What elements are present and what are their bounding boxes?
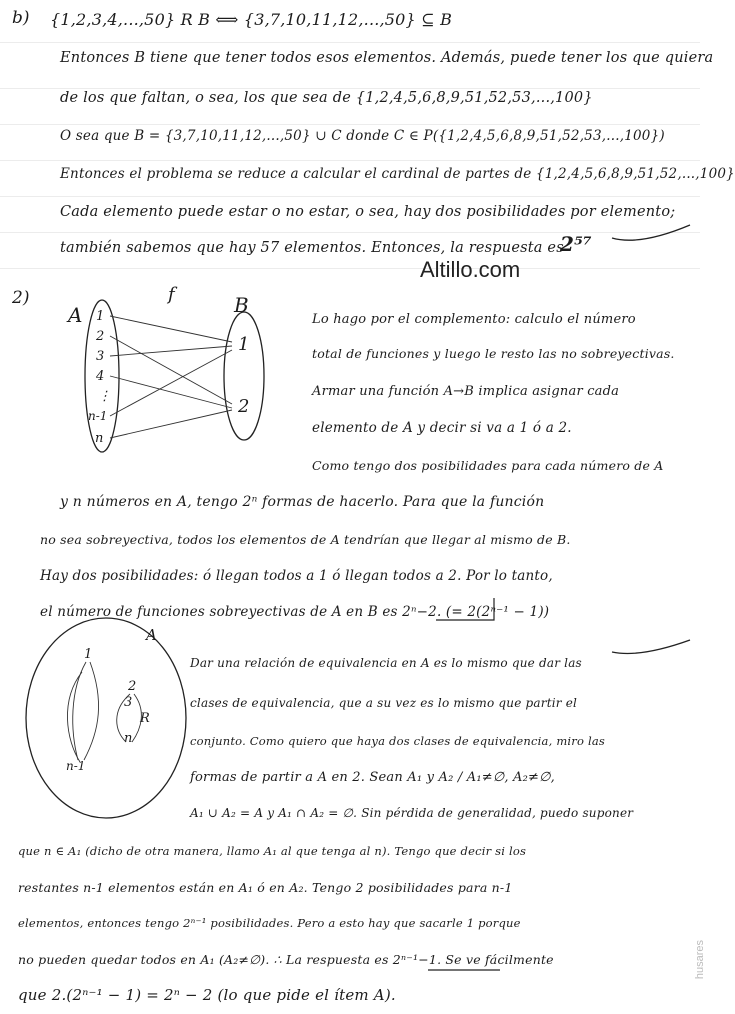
pa-full-line-3: elementos, entonces tengo 2ⁿ⁻¹ posibilidades. Pero a esto hay que sacarle 1 porque <box>18 916 521 930</box>
pa-right-line-5: A₁ ∪ A₂ = A y A₁ ∩ A₂ = ∅. Sin pérdida de generalidad, puedo suponer <box>190 806 634 820</box>
relation-set-label: A <box>146 626 157 644</box>
a-elem-n: n <box>95 431 104 446</box>
relation-loops <box>67 662 141 762</box>
side-watermark: husares <box>694 940 706 980</box>
pa-full-line-1: que n ∈ A₁ (dicho de otra manera, llamo A₁ al que tenga al n). Tengo que decir si los <box>18 844 527 858</box>
p2-full-line-3: Hay dos posibilidades: ó llegan todos a 1 ó llegan todos a 2. Por lo tanto, <box>40 568 553 584</box>
watermark-altillo: Altillo.com <box>420 257 521 282</box>
rel-elem-3: 3 <box>124 695 133 710</box>
pa-full-line-2: restantes n-1 elementos están en A₁ ó en A₂. Tengo 2 posibilidades para n-1 <box>18 880 513 895</box>
part-b-line-4: O sea que B = {3,7,10,11,12,...,50} ∪ C donde C ∈ P({1,2,4,5,6,8,9,51,52,53,...,100}) <box>60 128 665 144</box>
set-b-ellipse <box>224 312 264 440</box>
set-a-circle <box>26 618 186 818</box>
part-b-answer: 2⁵⁷ <box>560 232 593 256</box>
relation-diagram <box>26 618 186 818</box>
part-b-label: b) <box>12 8 30 28</box>
p2-right-line-4: elemento de A y decir si va a 1 ó a 2. <box>312 420 572 436</box>
a-elem-1: 1 <box>96 309 105 324</box>
pa-right-line-2: clases de equivalencia, que a su vez es lo mismo que partir el <box>190 696 578 710</box>
b-elem-1: 1 <box>238 334 250 355</box>
p2-right-line-1: Lo hago por el complemento: calculo el número <box>312 312 636 327</box>
rel-elem-2: 2 <box>128 679 137 694</box>
a-elem-2: 2 <box>96 329 105 344</box>
a-elem-n-1: n-1 <box>88 409 108 423</box>
set-b-label: B <box>234 293 249 317</box>
function-diagram <box>66 284 264 452</box>
rel-elem-n: n <box>124 731 133 746</box>
pa-full-line-4: no pueden quedar todos en A₁ (A₂≠∅). ∴ La respuesta es 2ⁿ⁻¹−1. Se ve fácilmente <box>18 952 554 967</box>
b-elem-2: 2 <box>238 396 250 417</box>
part-b-line-6: Cada elemento puede estar o no estar, o sea, hay dos posibilidades por elemento; <box>60 204 676 220</box>
rel-elem-n-1: n-1 <box>66 759 86 773</box>
function-arrows <box>110 316 232 438</box>
p2-full-line-4: el número de funciones sobreyectivas de A en B es 2ⁿ−2. (= 2(2ⁿ⁻¹ − 1)) <box>40 604 550 620</box>
p2-right-line-5: Como tengo dos posibilidades para cada número de A <box>312 458 664 473</box>
part-b-line-3: de los que faltan, o sea, los que sea de {1,2,4,5,6,8,9,51,52,53,...,100} <box>60 90 593 106</box>
part-b-line-7: también sabemos que hay 57 elementos. Entonces, la respuesta es <box>60 240 564 256</box>
p2-right-line-3: Armar una función A→B implica asignar cada <box>312 384 620 399</box>
pa-right-line-4: formas de partir a A en 2. Sean A₁ y A₂ / A₁≠∅, A₂≠∅, <box>190 770 555 785</box>
a-elem-dots: ⋮ <box>98 389 111 404</box>
a-elem-3: 3 <box>96 349 105 364</box>
a-elem-4: 4 <box>96 369 105 384</box>
rel-elem-1: 1 <box>84 647 93 662</box>
check-mark <box>612 225 690 240</box>
relation-r-label: R <box>140 711 150 726</box>
pa-right-line-1: Dar una relación de equivalencia en A es lo mismo que dar las <box>190 656 582 670</box>
p2-full-line-2: no sea sobreyectiva, todos los elementos de A tendrían que llegar al mismo de B. <box>40 532 571 547</box>
function-label: f <box>168 284 175 305</box>
pa-full-line-5: que 2.(2ⁿ⁻¹ − 1) = 2ⁿ − 2 (lo que pide el ítem A). <box>18 986 396 1004</box>
part-b-line-2: Entonces B tiene que tener todos esos elementos. Además, puede tener los que quiera <box>60 50 714 66</box>
check-mark <box>612 640 690 654</box>
p2-full-line-1: y n números en A, tengo 2ⁿ formas de hacerlo. Para que la función <box>60 494 545 510</box>
part-2-label: 2) <box>12 288 30 308</box>
part-b-line-5: Entonces el problema se reduce a calcular el cardinal de partes de {1,2,4,5,6,8,9,51,52,...,100} <box>60 166 735 182</box>
pa-right-line-3: conjunto. Como quiero que haya dos clases de equivalencia, miro las <box>190 734 606 748</box>
part-b-line-1: {1,2,3,4,...,50} R B ⟺ {3,7,10,11,12,...,50} ⊆ B <box>50 10 453 29</box>
p2-right-line-2: total de funciones y luego le resto las no sobreyectivas. <box>312 346 675 361</box>
set-a-label: A <box>68 303 83 327</box>
